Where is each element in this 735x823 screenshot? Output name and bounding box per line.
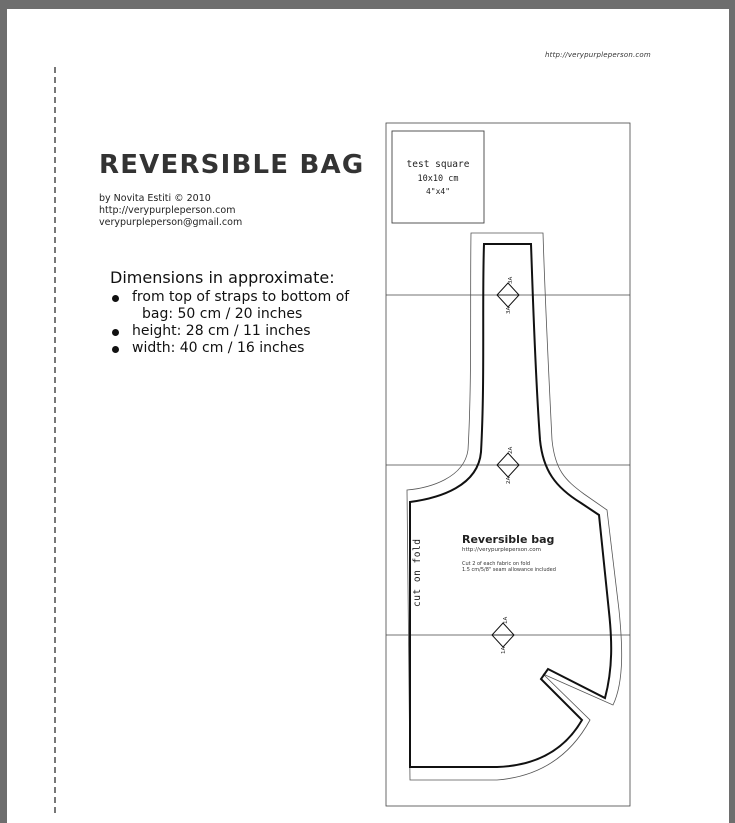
dimension-strap-value: bag: 50 cm / 20 inches — [142, 306, 303, 322]
pattern-piece-instructions: Cut 2 of each fabric on fold — [462, 561, 531, 567]
notch-top — [497, 283, 519, 307]
test-square-label: test square — [406, 159, 470, 170]
dimensions-heading: Dimensions in approximate: — [110, 268, 335, 287]
page-title: REVERSIBLE BAG — [99, 150, 365, 180]
author-email: verypurpleperson@gmail.com — [99, 217, 243, 228]
test-square-imperial: 4"x4" — [425, 187, 451, 196]
dimension-width-text: width: 40 cm / 16 inches — [132, 340, 305, 356]
author-credit: by Novita Estiti © 2010 — [99, 193, 211, 204]
pattern-piece-seam-note: 1.5 cm/5/8" seam allowance included — [462, 567, 556, 573]
notch-label-middle-a: 2A — [508, 446, 514, 454]
cutting-line — [410, 244, 611, 767]
notch-label-middle-b: 2A — [506, 476, 512, 484]
dimension-strap-text: from top of straps to bottom of — [132, 289, 350, 305]
fold-label: cut on fold — [412, 538, 423, 607]
notch-bottom — [492, 623, 514, 647]
notch-label-top-a: 3A — [508, 276, 514, 284]
seam-allowance-outline — [407, 233, 622, 780]
author-website: http://verypurpleperson.com — [99, 205, 236, 216]
test-square-metric: 10x10 cm — [417, 174, 459, 184]
notch-label-bottom-b: 1A — [501, 646, 507, 654]
dimension-height-text: height: 28 cm / 11 inches — [132, 323, 311, 339]
pattern-piece-title: Reversible bag — [462, 533, 555, 546]
pattern-piece-url: http://verypurpleperson.com — [462, 547, 541, 553]
notch-label-bottom-a: 1A — [503, 616, 509, 624]
notch-label-top-b: 3A — [506, 306, 512, 314]
pattern-frame — [386, 123, 630, 806]
notch-middle — [497, 453, 519, 477]
header-url: http://verypurpleperson.com — [545, 51, 651, 59]
